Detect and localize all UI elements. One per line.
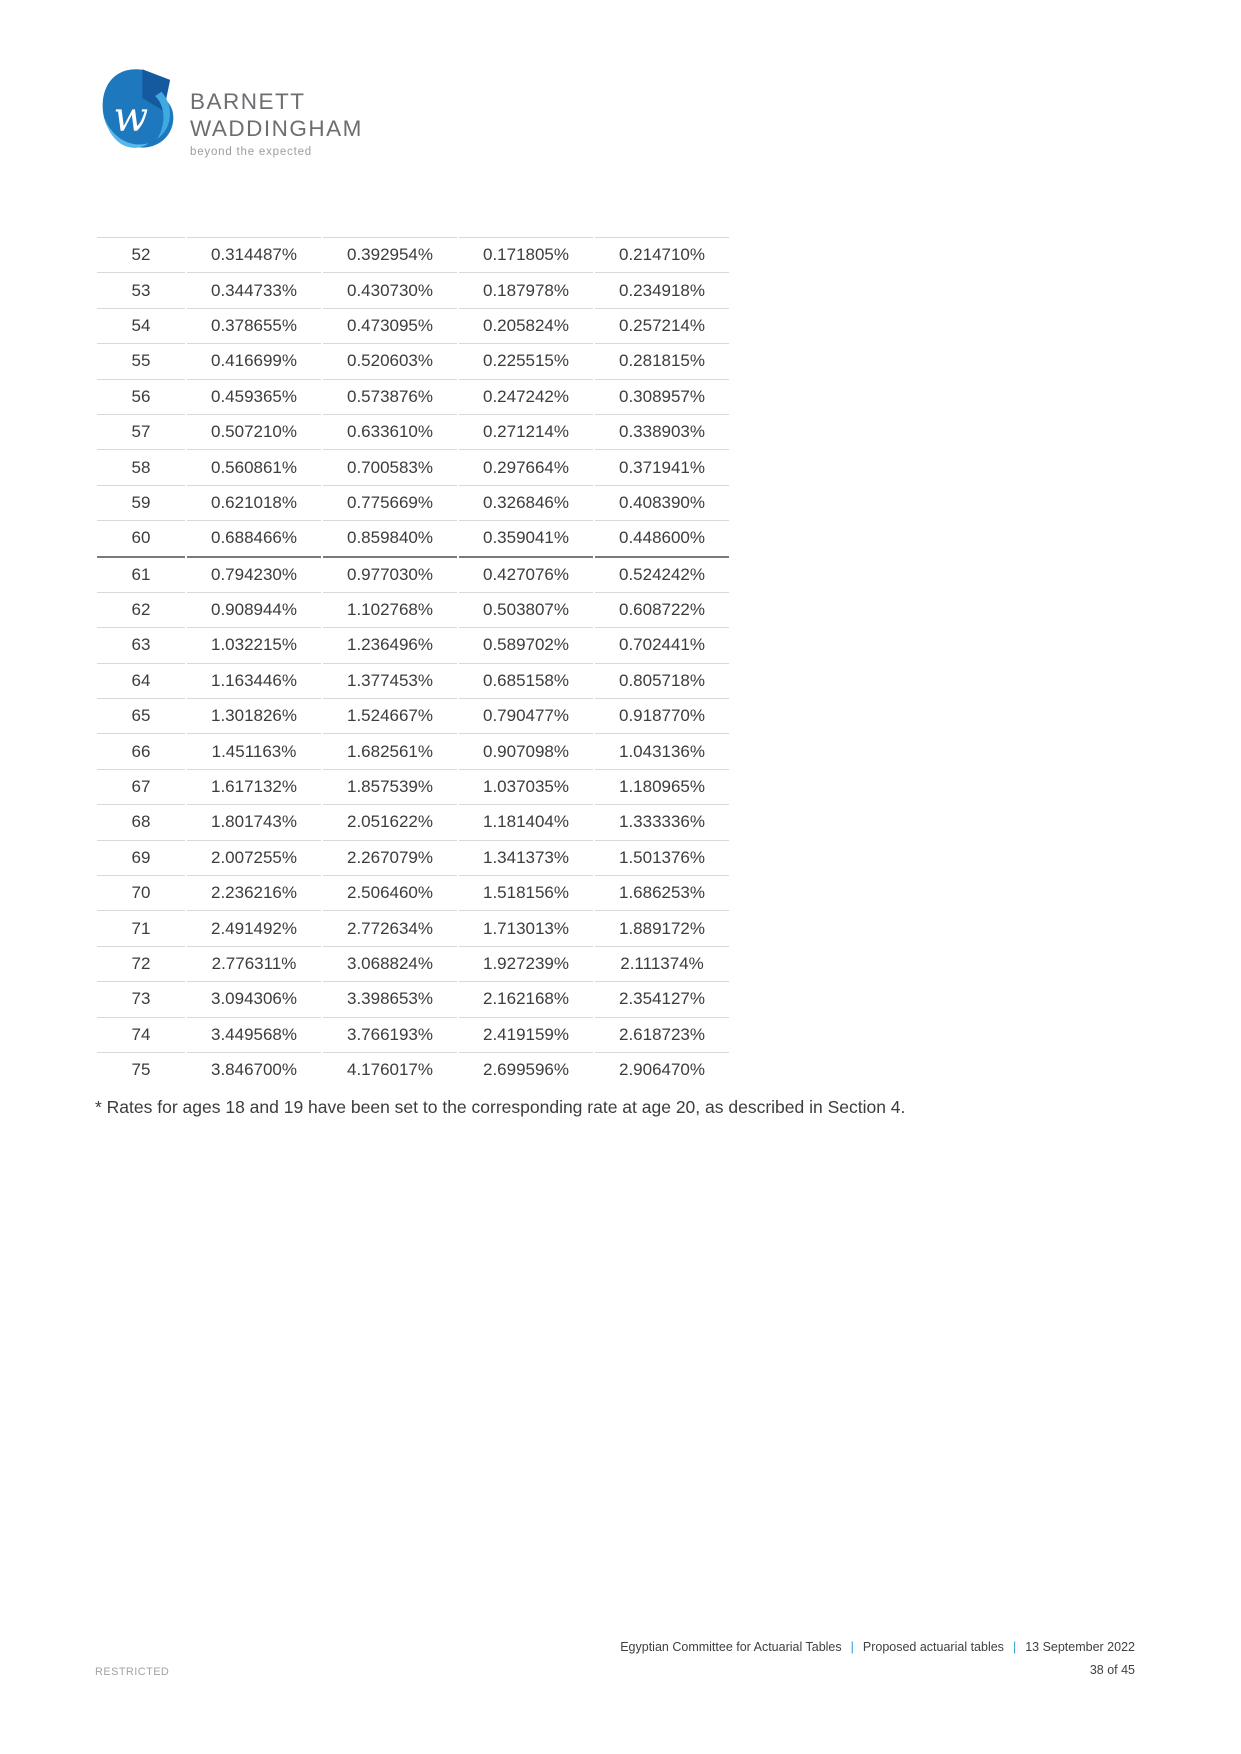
rate-cell: 0.257214% <box>595 309 729 344</box>
brand-name-line1: BARNETT <box>190 89 306 114</box>
age-cell: 52 <box>97 237 185 273</box>
age-cell: 59 <box>97 486 185 521</box>
rate-cell: 0.392954% <box>323 237 457 273</box>
table-row <box>97 344 729 379</box>
rate-cell: 0.633610% <box>323 415 457 450</box>
rate-cell: 0.430730% <box>323 273 457 308</box>
rate-cell: 1.377453% <box>323 664 457 699</box>
age-cell: 65 <box>97 699 185 734</box>
age-cell: 70 <box>97 876 185 911</box>
rate-cell: 2.236216% <box>187 876 321 911</box>
brand-logo-icon <box>98 66 178 156</box>
rate-cell: 1.043136% <box>595 734 729 769</box>
rate-cell: 0.371941% <box>595 450 729 485</box>
table-row <box>97 628 729 663</box>
rate-cell: 2.699596% <box>482 1060 570 1080</box>
age-cell: 75 <box>131 1060 151 1080</box>
age-cell: 68 <box>97 805 185 840</box>
rate-cell: 0.918770% <box>595 699 729 734</box>
footer-doc-date: 13 September 2022 <box>1025 1640 1135 1654</box>
table-row <box>97 237 729 273</box>
rates-table <box>95 237 731 1087</box>
rate-cell: 0.234918% <box>595 273 729 308</box>
rate-cell: 2.162168% <box>459 982 593 1017</box>
rate-cell: 0.702441% <box>595 628 729 663</box>
rate-cell: 1.301826% <box>187 699 321 734</box>
brand-logo-text <box>190 66 363 158</box>
age-cell: 53 <box>97 273 185 308</box>
rate-cell: 0.859840% <box>323 521 457 557</box>
rate-cell: 0.473095% <box>323 309 457 344</box>
rate-cell: 0.214710% <box>595 237 729 273</box>
rate-cell: 0.775669% <box>323 486 457 521</box>
rate-cell: 0.326846% <box>459 486 593 521</box>
rate-cell: 2.267079% <box>323 841 457 876</box>
rate-cell: 0.427076% <box>459 558 593 593</box>
rate-cell: 0.378655% <box>187 309 321 344</box>
rate-cell: 3.449568% <box>187 1018 321 1053</box>
age-cell: 56 <box>97 380 185 415</box>
rate-cell: 2.776311% <box>187 947 321 982</box>
rate-cell: 1.686253% <box>595 876 729 911</box>
table-row <box>97 876 729 911</box>
rate-cell: 0.171805% <box>459 237 593 273</box>
age-cell: 71 <box>97 911 185 946</box>
rate-cell: 2.354127% <box>595 982 729 1017</box>
rate-cell: 1.524667% <box>323 699 457 734</box>
rate-cell: 2.419159% <box>459 1018 593 1053</box>
age-cell: 64 <box>97 664 185 699</box>
age-cell: 69 <box>97 841 185 876</box>
rate-cell: 1.236496% <box>323 628 457 663</box>
rate-cell: 0.205824% <box>459 309 593 344</box>
rate-cell: 1.333336% <box>595 805 729 840</box>
rate-cell: 0.621018% <box>187 486 321 521</box>
rate-cell: 0.503807% <box>459 593 593 628</box>
table-row <box>97 273 729 308</box>
age-cell: 73 <box>97 982 185 1017</box>
rate-cell: 0.308957% <box>595 380 729 415</box>
rate-cell: 0.805718% <box>595 664 729 699</box>
rate-cell: 3.094306% <box>187 982 321 1017</box>
table-row <box>97 450 729 485</box>
rate-cell: 1.163446% <box>187 664 321 699</box>
rate-cell: 0.524242% <box>595 558 729 593</box>
footer-doc-info <box>620 1640 1135 1654</box>
rate-cell: 0.908944% <box>187 593 321 628</box>
table-row <box>97 593 729 628</box>
rate-cell: 0.187978% <box>459 273 593 308</box>
age-cell: 63 <box>97 628 185 663</box>
table-row <box>97 841 729 876</box>
rate-cell: 0.459365% <box>187 380 321 415</box>
table-row <box>97 380 729 415</box>
table-row <box>97 521 729 557</box>
age-cell: 72 <box>97 947 185 982</box>
table-row <box>97 911 729 946</box>
rate-cell: 1.713013% <box>459 911 593 946</box>
rate-cell: 2.007255% <box>187 841 321 876</box>
rate-cell: 3.398653% <box>323 982 457 1017</box>
table-row <box>97 664 729 699</box>
rate-cell: 0.359041% <box>459 521 593 557</box>
footer-doc-subtitle: Proposed actuarial tables <box>862 1640 1004 1654</box>
rate-cell: 0.225515% <box>459 344 593 379</box>
table-row <box>97 558 729 593</box>
rate-cell: 1.102768% <box>323 593 457 628</box>
rate-cell: 2.506460% <box>323 876 457 911</box>
age-cell: 60 <box>97 521 185 557</box>
rate-cell: 1.617132% <box>187 770 321 805</box>
rate-cell: 0.794230% <box>187 558 321 593</box>
rate-cell: 0.560861% <box>187 450 321 485</box>
footer-doc-title: Egyptian Committee for Actuarial Tables <box>620 1640 842 1654</box>
table-row <box>97 947 729 982</box>
rate-cell: 2.618723% <box>595 1018 729 1053</box>
rate-cell: 0.297664% <box>459 450 593 485</box>
rate-cell: 0.589702% <box>459 628 593 663</box>
rate-cell: 1.927239% <box>459 947 593 982</box>
table-row <box>97 734 729 769</box>
brand-name-line2: WADDINGHAM <box>190 116 363 141</box>
rate-cell: 0.281815% <box>595 344 729 379</box>
rate-cell: 1.889172% <box>595 911 729 946</box>
rate-cell: 0.685158% <box>459 664 593 699</box>
rate-cell: 1.501376% <box>595 841 729 876</box>
table-row <box>97 1053 729 1087</box>
rate-cell: 4.176017% <box>346 1060 434 1080</box>
age-cell: 62 <box>97 593 185 628</box>
rate-cell: 0.907098% <box>459 734 593 769</box>
age-cell: 55 <box>97 344 185 379</box>
rate-cell: 1.180965% <box>595 770 729 805</box>
rates-table-container <box>95 237 727 1087</box>
table-row <box>97 805 729 840</box>
rate-cell: 0.977030% <box>323 558 457 593</box>
rate-cell: 0.700583% <box>323 450 457 485</box>
rate-cell: 1.857539% <box>323 770 457 805</box>
rate-cell: 1.341373% <box>459 841 593 876</box>
footer-separator: | <box>1012 1640 1017 1654</box>
age-cell: 67 <box>97 770 185 805</box>
rate-cell: 0.507210% <box>187 415 321 450</box>
rate-cell: 0.573876% <box>323 380 457 415</box>
table-row <box>97 982 729 1017</box>
rate-cell: 1.451163% <box>187 734 321 769</box>
rate-cell: 0.688466% <box>187 521 321 557</box>
rate-cell: 1.181404% <box>459 805 593 840</box>
age-cell: 58 <box>97 450 185 485</box>
rate-cell: 2.491492% <box>187 911 321 946</box>
rate-cell: 3.846700% <box>210 1060 298 1080</box>
rate-cell: 0.448600% <box>595 521 729 557</box>
rate-cell: 1.682561% <box>323 734 457 769</box>
rate-cell: 1.518156% <box>459 876 593 911</box>
footer-separator: | <box>850 1640 854 1654</box>
svg-text:w: w <box>113 92 149 141</box>
rate-cell: 2.111374% <box>595 947 729 982</box>
table-row <box>97 770 729 805</box>
rate-cell: 2.906470% <box>618 1060 706 1080</box>
footnote: * Rates for ages 18 and 19 have been set to the corresponding rate at age 20, as described in Section 4. <box>95 1097 906 1117</box>
rate-cell: 0.608722% <box>595 593 729 628</box>
rate-cell: 2.772634% <box>323 911 457 946</box>
rate-cell: 0.416699% <box>187 344 321 379</box>
age-cell: 74 <box>97 1018 185 1053</box>
classification-label: RESTRICTED <box>95 1666 170 1678</box>
age-cell: 54 <box>97 309 185 344</box>
rate-cell: 3.068824% <box>323 947 457 982</box>
age-cell: 61 <box>97 558 185 593</box>
rate-cell: 2.051622% <box>323 805 457 840</box>
rate-cell: 0.520603% <box>323 344 457 379</box>
page-number: 38 of 45 <box>1089 1663 1135 1677</box>
age-cell: 66 <box>97 734 185 769</box>
rate-cell: 0.271214% <box>459 415 593 450</box>
rate-cell: 0.408390% <box>595 486 729 521</box>
brand-tagline: beyond the expected <box>190 146 312 158</box>
rate-cell: 0.314487% <box>187 237 321 273</box>
rate-cell: 0.338903% <box>595 415 729 450</box>
age-cell: 57 <box>97 415 185 450</box>
table-row <box>97 1018 729 1053</box>
rate-cell: 0.790477% <box>459 699 593 734</box>
rate-cell: 1.801743% <box>187 805 321 840</box>
rate-cell: 0.247242% <box>459 380 593 415</box>
rate-cell: 1.032215% <box>187 628 321 663</box>
rate-cell: 0.344733% <box>187 273 321 308</box>
table-row <box>97 486 729 521</box>
table-row <box>97 309 729 344</box>
rate-cell: 3.766193% <box>323 1018 457 1053</box>
rate-cell: 1.037035% <box>459 770 593 805</box>
table-row <box>97 699 729 734</box>
brand-logo <box>98 66 363 158</box>
rates-table-body <box>97 237 729 1087</box>
table-row <box>97 415 729 450</box>
